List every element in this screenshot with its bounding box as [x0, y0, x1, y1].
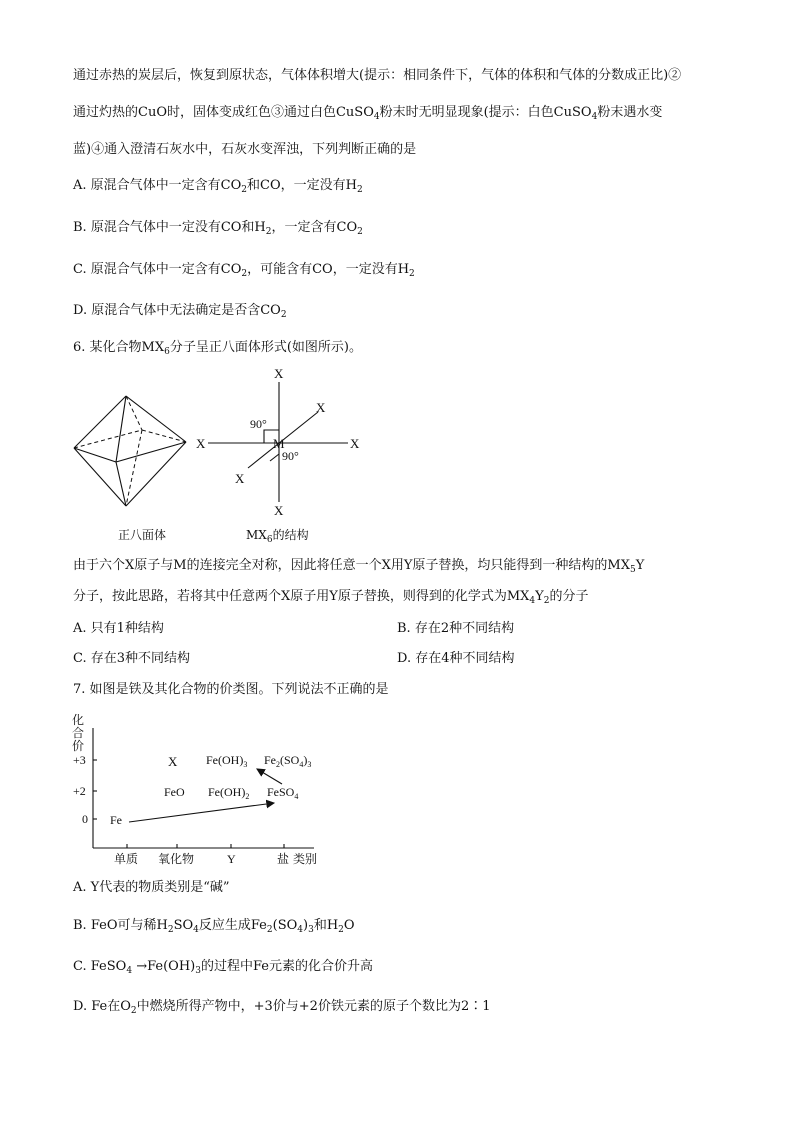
species-feo: FeO: [164, 785, 185, 799]
species-feso4: FeSO$_4$: [267, 785, 299, 801]
octahedron-edge: [116, 462, 126, 506]
q5-stem-line-2: 通过灼热的CuO时，固体变成红色③通过白色CuSO$_4$粉末时无明显现象(提示：白色CuSO$_4$粉末遇水变: [73, 105, 663, 122]
species-feoh2: $Fe(OH)_2$: [208, 785, 250, 801]
angle-label-1: 90°: [250, 417, 267, 431]
angle-label-2: 90°: [282, 449, 299, 463]
q7-option-a[interactable]: A. Y代表的物质类别是“碱”: [73, 880, 230, 895]
q6-option-b[interactable]: B. 存在2种不同结构: [397, 621, 515, 636]
q5-line2-part: 粉末时无明显现象(提示：白色CuSO: [379, 105, 592, 120]
octahedron-edge: [126, 396, 186, 442]
x-tick-label: Y: [227, 852, 236, 866]
iron-valence-chart: [64, 708, 344, 870]
mx6-caption: $MX_6$的结构: [246, 528, 309, 545]
arrow-feso4-to-feoh3: [257, 769, 282, 784]
center-atom-m: M: [273, 436, 285, 451]
ligand-x-right: X: [350, 436, 360, 451]
q5-line2-part: 粉末遇水变: [597, 105, 663, 120]
y-axis-title-char: 化: [72, 713, 85, 727]
q6-paragraph-line-1: 由于六个X原子与M的连接完全对称，因此将任意一个X用Y原子替换，均只能得到一种结构的$MX_5Y$: [73, 558, 645, 575]
y-tick-label: 0: [82, 812, 88, 826]
ligand-x-back: X: [316, 400, 326, 415]
octahedron-hidden-edge: [126, 396, 142, 430]
y-tick-label: +3: [73, 753, 86, 767]
x-tick-label: 氧化物: [158, 852, 195, 866]
species-x: X: [168, 754, 178, 769]
q5-line2-part: 通过灼热的CuO时，固体变成红色③通过白色CuSO: [73, 105, 374, 120]
q7-option-c[interactable]: C. FeSO$_4$ $\to Fe(OH)_3$的过程中Fe元素的化合价升高: [73, 959, 373, 976]
mx6-structure-figure: [190, 362, 370, 522]
q5-option-d[interactable]: D. 原混合气体中无法确定是否含$CO_2$: [73, 303, 287, 320]
q5-option-c[interactable]: C. 原混合气体中一定含有$CO_2$，可能含有CO，一定没有$H_2$: [73, 262, 415, 279]
q6-option-a[interactable]: A. 只有1种结构: [73, 621, 164, 636]
q5-stem-line-1: 通过赤热的炭层后，恢复到原状态，气体体积增大(提示：相同条件下，气体的体积和气体的分数成正比)②: [73, 68, 682, 83]
species-fe: Fe: [110, 813, 122, 827]
q6-option-d[interactable]: D. 存在4种不同结构: [397, 651, 515, 666]
x-tick-label: 单质: [114, 852, 139, 866]
x-tick-label: 盐: [277, 852, 290, 866]
q6-paragraph-line-2: 分子，按此思路，若将其中任意两个X原子用Y原子替换，则得到的化学式为$MX_4Y_2$的分子: [73, 589, 589, 606]
octahedron-edge: [74, 396, 126, 448]
octahedron-edge: [126, 442, 186, 506]
y-axis-title-char: 合: [72, 726, 85, 740]
ligand-x-front: X: [235, 471, 245, 486]
x-axis-title: 类别: [293, 852, 318, 866]
octahedron-hidden-edge: [74, 430, 142, 448]
octahedron-hidden-edge: [126, 430, 142, 506]
q7-option-d[interactable]: D. Fe在$O_2$中燃烧所得产物中，+3价与+2价铁元素的原子个数比为2∶1: [73, 999, 491, 1016]
ligand-x-left: X: [196, 436, 206, 451]
octahedron-edge: [116, 396, 126, 462]
species-fe2so43: $Fe_2(SO_4)_3$: [264, 753, 312, 769]
right-angle-mark-2: [270, 454, 279, 461]
species-feoh3: $Fe(OH)_3$: [206, 753, 248, 769]
q6-option-c[interactable]: C. 存在3种不同结构: [73, 651, 191, 666]
q7-option-b[interactable]: B. FeO可与稀$H_2SO_4$反应生成$Fe_2(SO_4)_3$和$H_2O$: [73, 918, 355, 935]
q5-option-a[interactable]: A. 原混合气体中一定含有$CO_2$和CO，一定没有$H_2$: [73, 178, 363, 195]
q7-stem: 7. 如图是铁及其化合物的价类图。下列说法不正确的是: [73, 682, 389, 697]
octahedron-edge: [116, 442, 186, 462]
y-axis-title-char: 价: [72, 739, 85, 753]
ligand-x-bottom: X: [274, 503, 284, 518]
q5-option-b[interactable]: B. 原混合气体中一定没有CO和$H_2$，一定含有$CO_2$: [73, 220, 363, 237]
octahedron-hidden-edge: [142, 430, 186, 442]
octahedron-figure: [66, 390, 194, 512]
arrow-fe-to-feso4: [129, 803, 274, 822]
y-tick-label: +2: [73, 784, 86, 798]
q5-stem-line-3: 蓝)④通入澄清石灰水中，石灰水变浑浊，下列判断正确的是: [73, 142, 417, 157]
octahedron-caption: 正八面体: [118, 528, 167, 542]
ligand-x-top: X: [274, 366, 284, 381]
q6-stem: 6. 某化合物$MX_6$分子呈正八面体形式(如图所示)。: [73, 340, 362, 357]
